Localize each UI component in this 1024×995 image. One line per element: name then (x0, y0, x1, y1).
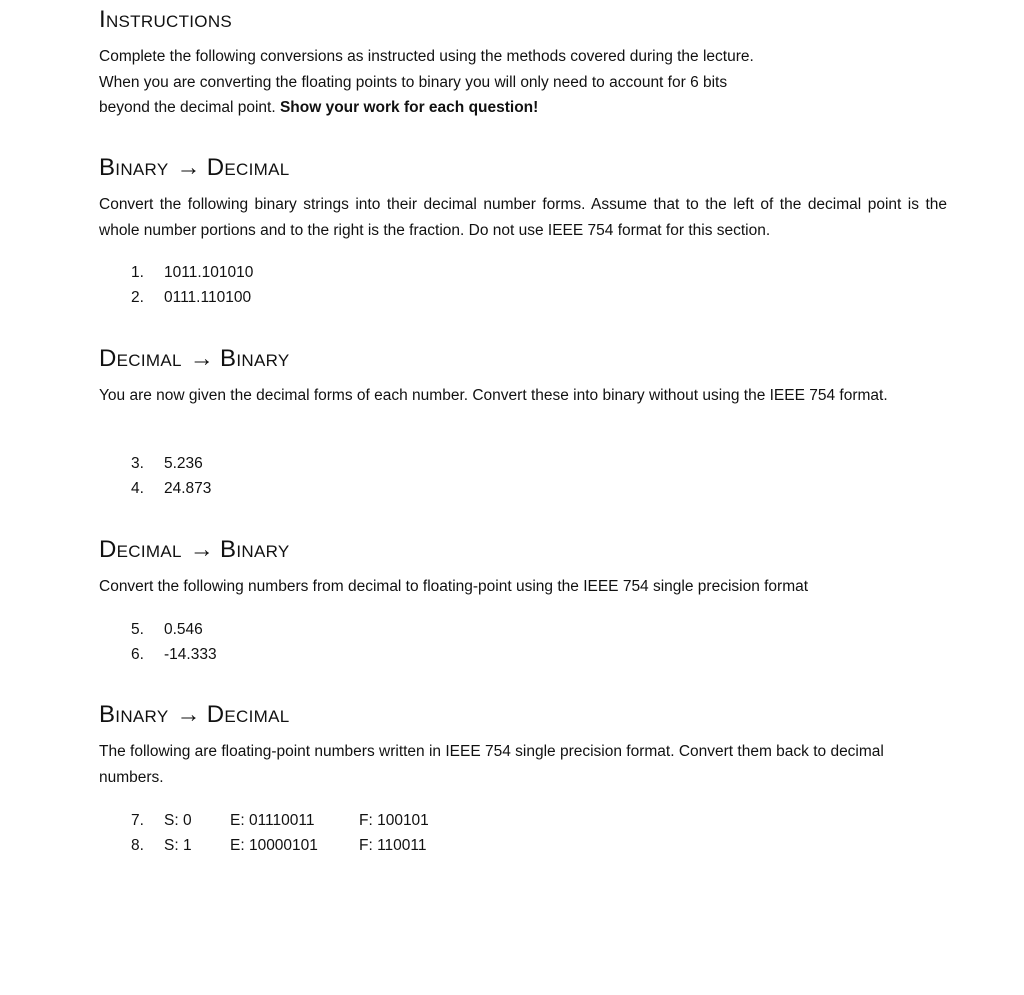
section-2-heading (99, 345, 290, 373)
item-value: 1011.101010 (164, 264, 254, 281)
item-fraction: F: 100101 (359, 812, 429, 829)
show-work-emphasis: Show your work for each question! (279, 99, 539, 116)
item-sign: S: 1 (164, 837, 192, 854)
item-number: 2. (131, 289, 144, 306)
item-value: -14.333 (164, 646, 217, 663)
item-number: 7. (131, 812, 144, 829)
item-number: 3. (131, 455, 144, 472)
section-4-description: The following are floating-point numbers written in IEEE 754 single precision format. Convert them back to decimal numbers. (99, 743, 884, 786)
section-1-heading-left: Binary (99, 154, 169, 181)
list-item (131, 454, 203, 474)
section-2-heading-left: Decimal (99, 345, 182, 372)
section-4-heading-right: Decimal (206, 701, 290, 728)
right-arrow-icon: → (176, 701, 201, 728)
section-3-heading-right: Binary (220, 536, 290, 563)
right-arrow-icon: → (176, 154, 201, 181)
list-item (131, 288, 251, 308)
list-item (131, 836, 427, 856)
instructions-line-2: When you are converting the floating points to binary you will only need to account for 6 bits (99, 73, 728, 91)
right-arrow-icon: → (189, 536, 215, 563)
item-exponent: E: 01110011 (230, 812, 315, 829)
list-item (131, 620, 203, 640)
item-number: 4. (131, 480, 144, 497)
section-3-heading (99, 536, 290, 564)
item-value: 0111.110100 (164, 289, 252, 306)
section-1-description: Convert the following binary strings into their decimal number forms. Assume that to the left of the decimal point is the whole number portions and to the right is the fraction. Do not use IEEE 754 format for this section. (99, 196, 947, 239)
section-4-heading-left: Binary (99, 701, 169, 728)
instructions-line-3-plain: beyond the decimal point. (99, 99, 280, 116)
section-3-heading-left: Decimal (99, 536, 182, 563)
item-value: 24.873 (164, 480, 212, 497)
list-item (131, 479, 211, 499)
list-item (131, 811, 429, 831)
section-1-heading (99, 154, 290, 182)
item-sign: S: 0 (164, 812, 192, 829)
item-value: 5.236 (164, 455, 203, 472)
item-number: 6. (131, 646, 144, 663)
item-fraction: F: 110011 (359, 837, 427, 854)
list-item (131, 263, 253, 283)
section-4-heading (99, 701, 290, 729)
instructions-text (99, 44, 947, 121)
list-item (131, 645, 217, 665)
item-number: 5. (131, 621, 144, 638)
instructions-heading: Instructions (99, 6, 233, 33)
right-arrow-icon: → (189, 345, 215, 372)
item-value: 0.546 (164, 621, 203, 638)
item-number: 1. (131, 264, 144, 281)
section-2-description: You are now given the decimal forms of each number. Convert these into binary without using the IEEE 754 format. (99, 387, 888, 404)
item-exponent: E: 10000101 (230, 837, 318, 854)
instructions-line-3 (99, 95, 947, 121)
instructions-line-1: Complete the following conversions as instructed using the methods covered during the lecture. (99, 48, 754, 65)
section-3-description: Convert the following numbers from decimal to floating-point using the IEEE 754 single precision format (99, 578, 809, 595)
item-number: 8. (131, 837, 144, 854)
section-2-heading-right: Binary (220, 345, 290, 372)
section-1-heading-right: Decimal (206, 154, 290, 181)
